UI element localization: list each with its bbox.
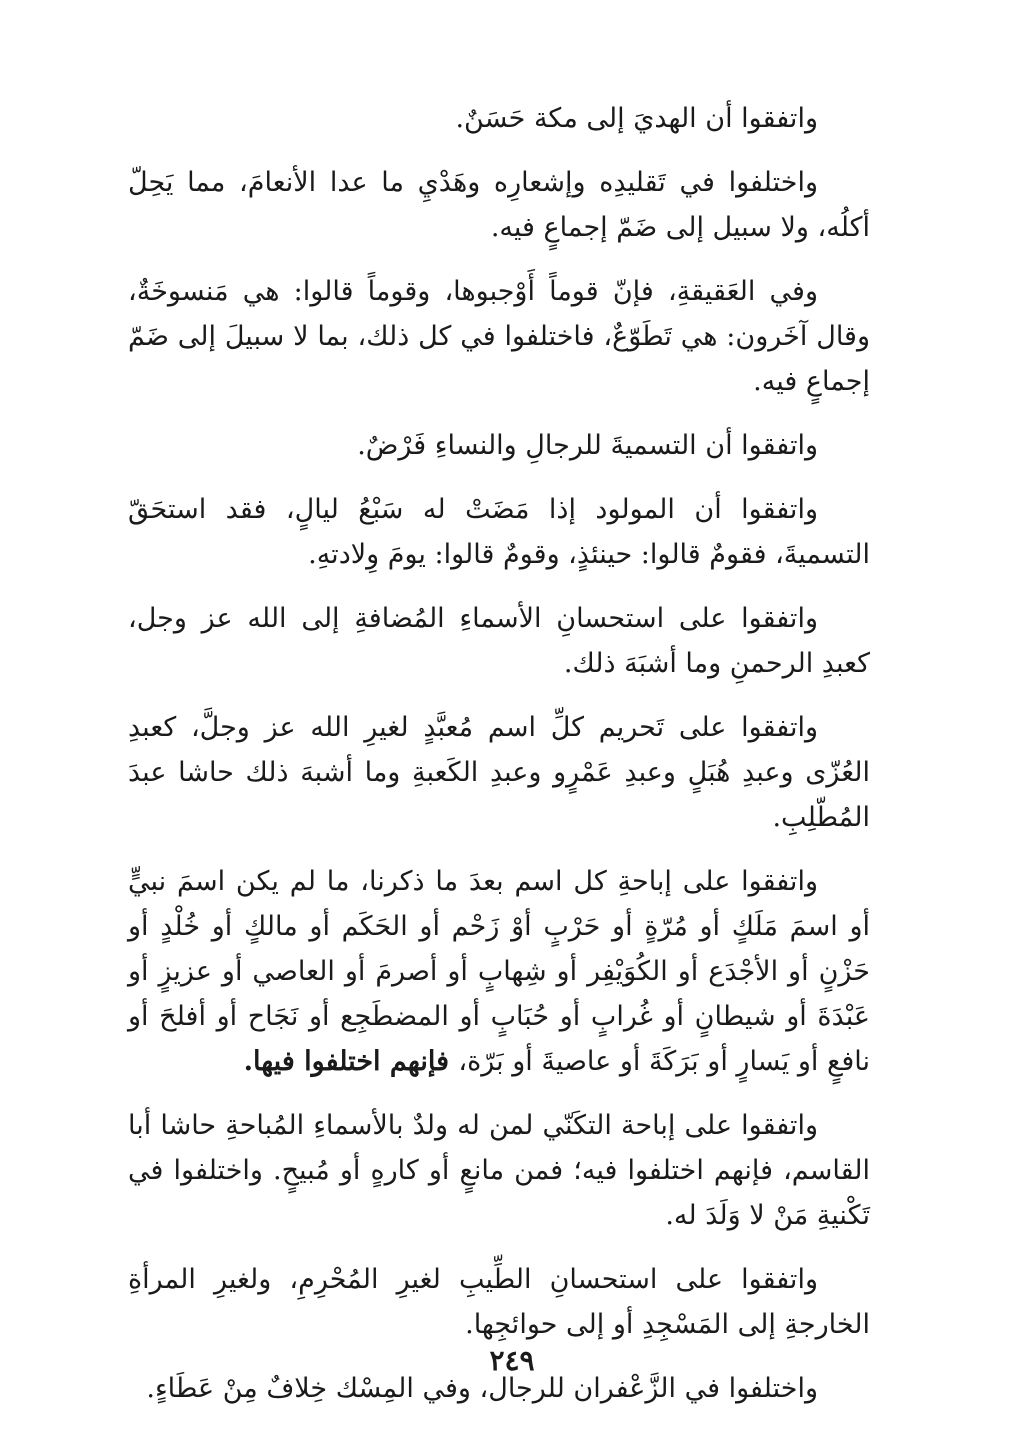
paragraph-8: واتفقوا على إباحةِ كل اسم بعدَ ما ذكرنا، ما لم يكن اسمَ نبيٍّ أو اسمَ مَلَكٍ أو مُرّةٍ أو حَرْبٍ أوْ زَحْم أو الحَكَم أو مالكٍ أو خُلْدٍ أو حَزْنٍ أو الأجْدَع أو الكُوَيْفِر أو شِهابٍ أو أصرمَ أو العاصي أو عزيزٍ أو عَبْدَةَ أو شيطانٍ أو غُرابٍ أو حُبَابٍ أو المضطَجِع أو نَجَاح أو أفلحَ أو نافعٍ أو يَسارٍ أو بَرَكَةَ أو عاصيةَ أو بَرّة، فإنهم اختلفوا فيها. (128, 866, 870, 1077)
paragraph-5: واتفقوا أن المولود إذا مَضَتْ له سَبْعُ ليالٍ، فقد استحَقّ التسميةَ، فقومٌ قالوا: حينئذٍ، وقومٌ قالوا: يومَ وِلادتهِ. (128, 494, 870, 570)
paragraph-2: واختلفوا في تَقليدِه وإشعارِه وهَدْيِ ما عدا الأنعامَ، مما يَحِلّ أكلُه، ولا سبيل إلى ضَمّ إجماعٍ فيه. (128, 167, 870, 243)
bold-phrase: فإنهم اختلفوا فيها. (243, 1046, 459, 1077)
paragraph-1: واتفقوا أن الهديَ إلى مكة حَسَنٌ. (455, 103, 818, 134)
paragraph-7: واتفقوا على تَحريم كلِّ اسم مُعبَّدٍ لغيرِ الله عز وجلَّ، كعبدِ العُزّى وعبدِ هُبَلٍ وعبدِ عَمْرٍو وعبدِ الكَعبةِ وما أشبهَ ذلك حاشا عبدَ المُطّلِبِ. (128, 712, 870, 833)
paragraph-9: واتفقوا على إباحة التكَنّي لمن له ولدٌ بالأسماءِ المُباحةِ حاشا أبا القاسم، فإنهم اختلفوا فيه؛ فمن مانعٍ أو كارهٍ أو مُبيحٍ. واختلفوا في تَكْنيةِ مَنْ لا وَلَدَ له. (128, 1110, 870, 1231)
body-text (128, 96, 870, 1411)
paragraph-10: واتفقوا على استحسانِ الطِّيبِ لغيرِ المُحْرِمِ، ولغيرِ المرأةِ الخارجةِ إلى المَسْجِدِ أو إلى حوائجِها. (128, 1264, 870, 1340)
paragraph-4: واتفقوا أن التسميةَ للرجالِ والنساءِ فَرْضٌ. (357, 430, 818, 461)
paragraph-11: واختلفوا في الزَّعْفران للرجال، وفي المِسْك خِلافٌ مِنْ عَطَاءٍ. (146, 1373, 818, 1404)
paragraph-6: واتفقوا على استحسانِ الأسماءِ المُضافةِ إلى الله عز وجل، كعبدِ الرحمنِ وما أشبَهَ ذلك. (128, 603, 870, 679)
page-number: ٢٤٩ (489, 1344, 535, 1377)
paragraph-3: وفي العَقيقةِ، فإنّ قوماً أَوْجبوها، وقوماً قالوا: هي مَنسوخَةٌ، وقال آخَرون: هي تَطَوّعٌ، فاختلفوا في كل ذلك، بما لا سبيلَ إلى ضَمّ إجماعٍ فيه. (128, 276, 870, 397)
